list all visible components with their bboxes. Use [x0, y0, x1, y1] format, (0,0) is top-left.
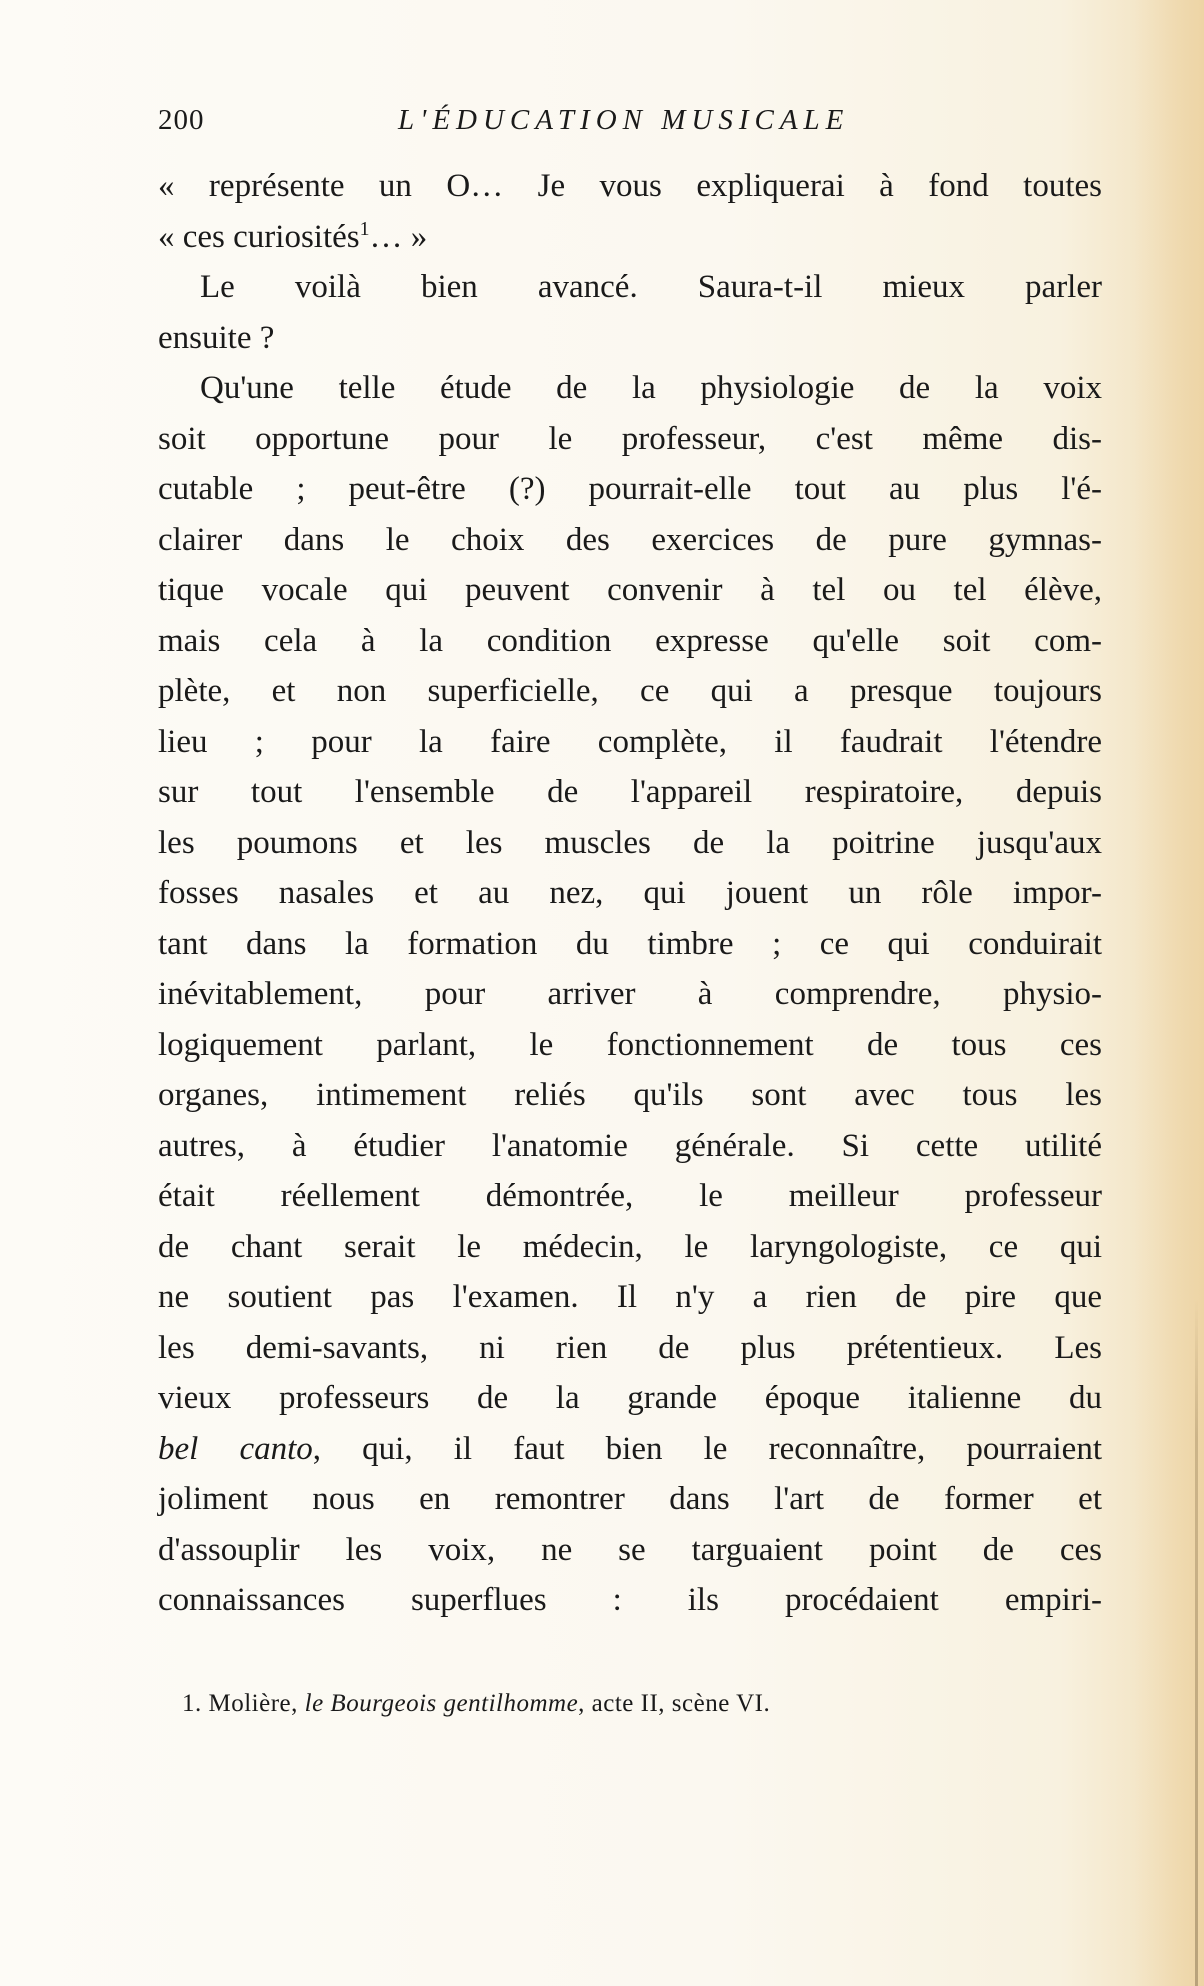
- text-line: clairer dans le choix des exercices de pure gymnas-: [158, 521, 1102, 558]
- text-line: d'assouplir les voix, ne se targuaient point de ces: [158, 1531, 1102, 1568]
- text-fragment: … »: [369, 218, 428, 255]
- text-line: tant dans la formation du timbre ; ce qui conduirait: [158, 925, 1102, 962]
- text-line: joliment nous en remontrer dans l'art de former et: [158, 1481, 1102, 1517]
- running-title: L'ÉDUCATION MUSICALE: [398, 104, 850, 136]
- text-line: était réellement démontrée, le meilleur professeur: [158, 1178, 1102, 1214]
- text-line: plète, et non superficielle, ce qui a presque toujours: [158, 673, 1102, 709]
- text-line: lieu ; pour la faire complète, il faudrait l'étendre: [158, 723, 1102, 760]
- text-line: Qu'une telle étude de la physiologie de la voix: [200, 370, 1102, 406]
- text-line: soit opportune pour le professeur, c'est même dis-: [158, 420, 1102, 457]
- text-line: fosses nasales et au nez, qui jouent un rôle impor-: [158, 875, 1102, 911]
- text-line: ne soutient pas l'examen. Il n'y a rien de pire que: [158, 1279, 1102, 1315]
- running-head: [158, 104, 1102, 144]
- text-line: « représente un O… Je vous expliquerai à fond toutes: [158, 168, 1102, 204]
- text-line: inévitablement, pour arriver à comprendre, physio-: [158, 976, 1102, 1012]
- text-line: logiquement parlant, le fonctionnement de tous ces: [158, 1026, 1102, 1063]
- text-line: les demi-savants, ni rien de plus prétentieux. Les: [158, 1329, 1102, 1366]
- text-line: autres, à étudier l'anatomie générale. Si cette utilité: [158, 1127, 1102, 1164]
- footnote-location: , acte II, scène VI.: [578, 1690, 771, 1717]
- text-line: Le voilà bien avancé. Saura-t-il mieux parler: [200, 269, 1102, 305]
- text-line: vieux professeurs de la grande époque italienne du: [158, 1380, 1102, 1416]
- text-line: les poumons et les muscles de la poitrine jusqu'aux: [158, 824, 1102, 861]
- body-text: [158, 161, 1102, 1626]
- text-line: [158, 1424, 1102, 1475]
- footnote-reference: 1: [359, 217, 370, 240]
- page-edge: [1195, 1300, 1198, 1986]
- text-line: connaissances superflues : ils procédaient empiri-: [158, 1582, 1102, 1618]
- text-line: [158, 212, 1102, 263]
- footnote-work: le Bourgeois gentilhomme: [304, 1690, 579, 1717]
- text-line: ensuite ?: [158, 319, 275, 356]
- footnote-author: Molière,: [208, 1690, 298, 1717]
- footnote-number: 1.: [182, 1690, 202, 1717]
- text-line: de chant serait le médecin, le laryngologiste, ce qui: [158, 1228, 1102, 1265]
- page-number: 200: [158, 104, 205, 136]
- text-line: tique vocale qui peuvent convenir à tel ou tel élève,: [158, 572, 1102, 608]
- text-line: cutable ; peut-être (?) pourrait-elle tout au plus l'é-: [158, 471, 1102, 507]
- italic-phrase: bel canto: [158, 1430, 313, 1467]
- text-line: organes, intimement reliés qu'ils sont avec tous les: [158, 1077, 1102, 1113]
- text-fragment: , qui, il faut bien le reconnaître, pourraient: [312, 1430, 1102, 1467]
- text-line: mais cela à la condition expresse qu'elle soit com-: [158, 622, 1102, 659]
- text-fragment: « ces curiosités: [158, 218, 360, 255]
- footnote: [182, 1690, 770, 1718]
- text-line: sur tout l'ensemble de l'appareil respiratoire, depuis: [158, 774, 1102, 810]
